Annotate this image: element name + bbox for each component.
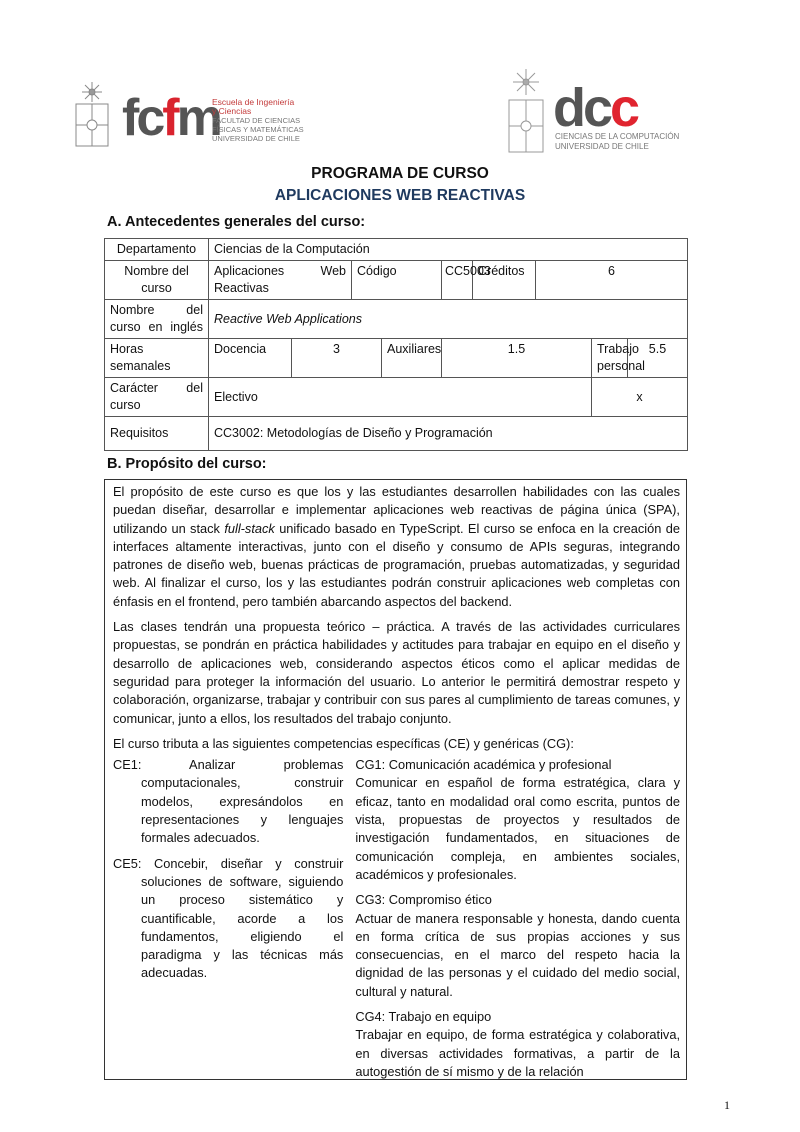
auxiliares-label: Auxiliares <box>382 339 442 378</box>
caracter-label: Carácter del curso <box>105 378 209 417</box>
competency-cg1: CG1: Comunicación académica y profesional Comunicar en español de forma estratégica, clara y eficaz, tanto en modalidad oral como escrita, puntos de vista, propuestas de proyectos y resultados de investigación fundamentados, en situaciones de comunicación compleja, en ambientes sociales, académicos y profesionales. <box>355 757 680 882</box>
course-title: APLICACIONES WEB REACTIVAS <box>274 187 526 204</box>
creditos-value: 6 <box>536 261 688 300</box>
fcfm-logo <box>72 82 312 152</box>
table-row <box>105 239 688 261</box>
competencies-columns <box>113 756 680 1080</box>
table-row <box>105 417 688 451</box>
section-b-heading: B. Propósito del curso: <box>107 456 267 472</box>
requisitos-value: CC3002: Metodologías de Diseño y Programación <box>209 417 688 451</box>
horas-label: Horas semanales <box>105 339 209 378</box>
generic-competencies <box>355 756 680 1080</box>
competency-cg3: CG3: Compromiso ético Actuar de manera responsable y honesta, dando cuenta en forma crítica de sus propias acciones y sus consecuencias, en el marco del respeto hacia la dignidad de las personas y el cuidado del medio social, cultural y natural. <box>355 892 680 999</box>
trabajo-value: 5.5 <box>628 339 688 378</box>
purpose-paragraph-3: El curso tributa a las siguientes competencias específicas (CE) y genéricas (CG): <box>113 735 574 751</box>
competency-cg4: CG4: Trabajo en equipo Trabajar en equipo, de forma estratégica y colaborativa, en diversas actividades formativas, a partir de la autogestión de sí mismo y de la relación <box>355 1009 680 1079</box>
page-number: 1 <box>724 1098 730 1112</box>
purpose-paragraph-2: Las clases tendrán una propuesta teórico – práctica. A través de las actividades curriculares propuestas, se pondrán en práctica habilidades y actitudes para trabajar en equipo en el diseño y desarrollo de aplicaciones web, considerando aspectos éticos como el aplicar medidas de seguridad para proteger la información del usuario. Lo anterior le permitirá demostrar respeto y colaboración, organizarse, trabajar y contribuir con sus pares al cumplimiento de tareas comunes, y comunicar, junto a ellos, los resultados del trabajo conjunto. <box>113 619 680 726</box>
fcfm-wordmark: fcfm <box>122 89 220 147</box>
caracter-mark: x <box>592 378 688 417</box>
dcc-wordmark: dcc <box>553 78 638 138</box>
docencia-value: 3 <box>292 339 382 378</box>
codigo-label: Código <box>352 261 442 300</box>
table-row <box>105 339 688 378</box>
nombre-value: Aplicaciones Web Reactivas <box>209 261 352 300</box>
departamento-label: Departamento <box>105 239 209 261</box>
university-crest-icon <box>72 82 112 150</box>
docencia-label: Docencia <box>209 339 292 378</box>
ingles-label: Nombre del curso en inglés <box>105 300 209 339</box>
document-title: PROGRAMA DE CURSO <box>311 165 489 182</box>
dcc-logo <box>505 68 685 158</box>
table-row <box>105 378 688 417</box>
requisitos-label: Requisitos <box>105 417 209 451</box>
trabajo-label: Trabajo personal <box>592 339 628 378</box>
table-row <box>105 300 688 339</box>
ingles-value: Reactive Web Applications <box>209 300 688 339</box>
purpose-box <box>104 479 687 1080</box>
creditos-label: Créditos <box>473 261 536 300</box>
nombre-label: Nombre del curso <box>105 261 209 300</box>
dcc-subtitle: CIENCIAS DE LA COMPUTACIÓN UNIVERSIDAD DE CHILE <box>555 132 680 151</box>
university-crest-icon <box>505 68 547 156</box>
auxiliares-value: 1.5 <box>442 339 592 378</box>
caracter-value: Electivo <box>209 378 592 417</box>
fcfm-subtitle: Escuela de Ingeniería y Ciencias FACULTAD DE CIENCIAS FÍSICAS Y MATEMÁTICAS UNIVERSIDAD DE CHILE <box>212 97 304 143</box>
competency-ce5: CE5: Concebir, diseñar y construir soluciones de software, siguiendo un proceso sistemático y cuantificable, acorde a los fundamentos, eligiendo el paradigma y las técnicas más adecuadas. <box>113 855 344 981</box>
course-info-table <box>104 238 688 451</box>
table-row <box>105 261 688 300</box>
departamento-value: Ciencias de la Computación <box>209 239 688 261</box>
competency-ce1: CE1: Analizar problemas computacionales, construir modelos, expresándolos en representaciones y lenguajes formales adecuados. <box>113 757 344 846</box>
specific-competencies <box>113 756 355 1080</box>
purpose-paragraph-1: El propósito de este curso es que los y las estudiantes desarrollen habilidades con las cuales puedan diseñar, desarrollar e implementar aplicaciones web reactivas de página única (SPA), utilizando un stack full-stack unificado basado en TypeScript. El curso se enfoca en la creación de interfaces altamente interactivas, junto con el diseño y consumo de APIs seguras, integrando patrones de diseño web, buenas prácticas de programación, pruebas automatizadas, y seguridad web. Al finalizar el curso, los y las estudiantes podrán construir aplicaciones web completas con énfasis en el frontend, pero también abarcando aspectos del backend. <box>113 484 680 609</box>
codigo-value: CC5003 <box>442 261 473 300</box>
section-a-heading: A. Antecedentes generales del curso: <box>107 214 366 230</box>
